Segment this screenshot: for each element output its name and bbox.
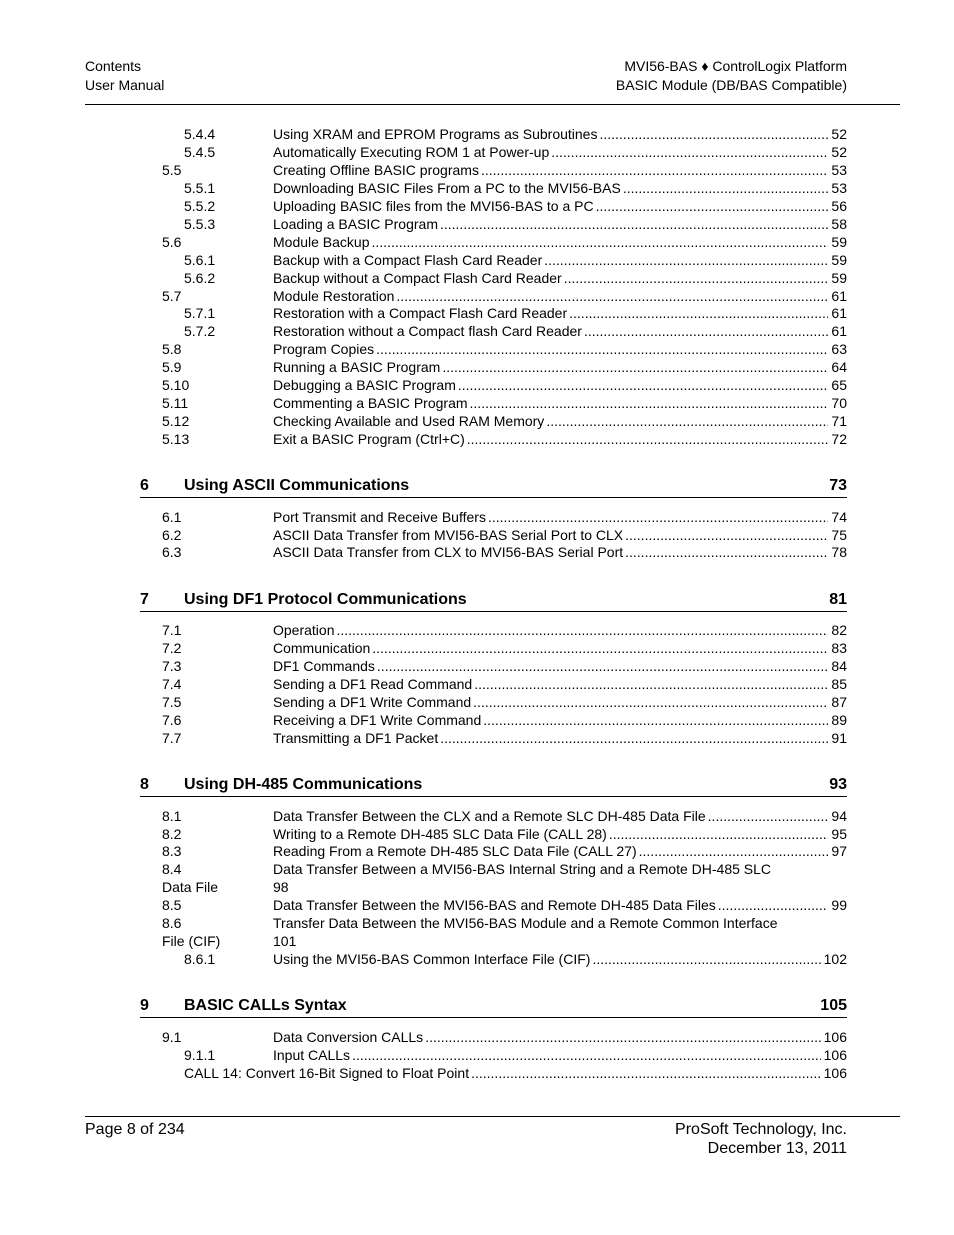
toc-entry-page: 70 (828, 394, 847, 412)
toc-entry-page: 84 (828, 657, 847, 675)
toc-entry[interactable] (162, 711, 847, 729)
toc-entry[interactable] (162, 860, 847, 896)
toc-entry-page: 99 (828, 896, 847, 914)
toc-entry-title: Sending a DF1 Write Command (273, 694, 472, 710)
toc-entry-page: 56 (828, 197, 847, 215)
toc-entry-number: 5.7.2 (184, 323, 216, 339)
toc-entry-number: 9.1.1 (184, 1047, 216, 1063)
toc-entry-number: 8.5 (162, 897, 182, 913)
toc-entry-page: 75 (828, 526, 847, 544)
toc-entry-page: 72 (828, 430, 847, 448)
toc-entry[interactable] (162, 340, 847, 358)
toc-entry-page: 61 (828, 322, 847, 340)
toc-entry-title: Creating Offline BASIC programs (273, 162, 479, 178)
toc-entry-number: 7.1 (162, 622, 182, 638)
chapter-number: 9 (140, 997, 149, 1014)
toc-entry-number: 5.6.2 (184, 270, 216, 286)
toc-entry-page: 63 (828, 340, 847, 358)
toc-entry-page: 53 (828, 161, 847, 179)
toc-entry-title: Restoration without a Compact flash Card Reader (273, 323, 582, 339)
toc-entry-number: 5.4.4 (184, 126, 216, 142)
chapter-title: Using ASCII Communications (184, 477, 410, 494)
toc-entry-page: 91 (828, 729, 847, 747)
header-product: MVI56-BAS ♦ ControlLogix Platform (624, 58, 847, 74)
toc-entry-title: Downloading BASIC Files From a PC to the MVI56-BAS (273, 180, 621, 196)
toc-entry-page: 64 (828, 358, 847, 376)
footer-page-number: Page 8 of 234 (85, 1121, 185, 1138)
toc-entry-page: 59 (828, 269, 847, 287)
toc-entry-number: 5.5.1 (184, 180, 216, 196)
toc-entry-number: 7.3 (162, 658, 182, 674)
toc-entry-number: 5.7 (162, 288, 182, 304)
chapter-title: BASIC CALLs Syntax (184, 997, 347, 1014)
chapter-title: Using DH-485 Communications (184, 776, 423, 793)
toc-entry[interactable] (162, 376, 847, 394)
toc-entry-title: Data Transfer Between a MVI56-BAS Internal String and a Remote DH-485 SLC (273, 861, 772, 877)
toc-entry-page: 53 (828, 179, 847, 197)
toc-entry-title: Receiving a DF1 Write Command (273, 712, 482, 728)
toc-entry[interactable] (162, 430, 847, 448)
toc-entry-title: Module Restoration (273, 288, 395, 304)
toc-entry-number: 5.5.3 (184, 216, 216, 232)
toc-entry-page: 65 (828, 376, 847, 394)
toc-entry-number: 7.4 (162, 676, 182, 692)
toc-entry-page: 95 (828, 825, 847, 843)
toc-entry[interactable] (162, 675, 847, 693)
toc-entry-page: 61 (828, 304, 847, 322)
toc-entry[interactable] (162, 896, 847, 914)
toc-entry-number: 5.5 (162, 162, 182, 178)
toc-entry[interactable] (184, 179, 847, 197)
toc-entry-page: 98 (273, 879, 289, 895)
toc-entry-page: 61 (828, 287, 847, 305)
toc-entry-page: 102 (821, 950, 847, 968)
toc-entry[interactable] (184, 322, 847, 340)
toc-entry[interactable] (162, 729, 847, 747)
chapter-number: 7 (140, 591, 149, 608)
toc-entry[interactable] (184, 1046, 847, 1064)
header-doc-type: User Manual (85, 77, 165, 93)
toc-entry-title: ASCII Data Transfer from MVI56-BAS Serial Port to CLX (273, 527, 624, 543)
toc-entry-number: 5.5.2 (184, 198, 216, 214)
toc-entry-number: 5.8 (162, 341, 182, 357)
toc-entry-number: 5.6.1 (184, 252, 216, 268)
toc-entry[interactable] (162, 508, 847, 526)
toc-entry[interactable] (162, 358, 847, 376)
toc-entry-title: Input CALLs (273, 1047, 351, 1063)
toc-entry[interactable] (184, 950, 847, 968)
toc-entry-title: Data Conversion CALLs (273, 1029, 424, 1045)
toc-entry-page: 71 (828, 412, 847, 430)
toc-entry-title: Exit a BASIC Program (Ctrl+C) (273, 431, 465, 447)
toc-entry-number: 7.7 (162, 730, 182, 746)
toc-entry[interactable] (162, 412, 847, 430)
toc-entry-title: Backup without a Compact Flash Card Reader (273, 270, 562, 286)
toc-entry[interactable] (162, 394, 847, 412)
toc-entry-page: 87 (828, 693, 847, 711)
toc-entry-page: 85 (828, 675, 847, 693)
toc-entry-page: 101 (273, 933, 297, 949)
toc-entry-number: 5.4.5 (184, 144, 216, 160)
chapter-heading[interactable] (140, 475, 847, 498)
chapter-page: 73 (829, 477, 847, 494)
toc-entry-title: CALL 14: Convert 16-Bit Signed to Float Point (184, 1065, 470, 1081)
toc-entry-number: 7.6 (162, 712, 182, 728)
chapter-page: 81 (829, 591, 847, 608)
toc-entry[interactable] (184, 251, 847, 269)
toc-entry-number: 8.2 (162, 826, 182, 842)
toc-entry-title: Backup with a Compact Flash Card Reader (273, 252, 543, 268)
toc-entry[interactable] (162, 639, 847, 657)
toc-entry[interactable] (162, 693, 847, 711)
toc-entry-page: 58 (828, 215, 847, 233)
toc-entry-number: 8.3 (162, 843, 182, 859)
toc-entry[interactable] (184, 197, 847, 215)
toc-entry[interactable] (184, 1064, 847, 1082)
toc-entry[interactable] (162, 825, 847, 843)
toc-entry-page: 78 (828, 543, 847, 561)
toc-entry-number: 7.5 (162, 694, 182, 710)
toc-entry[interactable] (162, 657, 847, 675)
chapter-heading[interactable] (140, 774, 847, 797)
toc-entry[interactable] (184, 304, 847, 322)
toc-entry-page: 106 (821, 1028, 847, 1046)
header-section: Contents (85, 58, 142, 74)
toc-entry[interactable] (162, 233, 847, 251)
footer-right (675, 1120, 847, 1158)
toc-entry-number-continued: File (CIF) (162, 933, 221, 949)
toc-entry[interactable] (162, 621, 847, 639)
toc-entry-number: 6.2 (162, 527, 182, 543)
toc-entry-title: Program Copies (273, 341, 375, 357)
toc-entry-number-continued: Data File (162, 879, 219, 895)
chapter-title: Using DF1 Protocol Communications (184, 591, 467, 608)
toc-entry-title: Using XRAM and EPROM Programs as Subroutines (273, 126, 598, 142)
toc-entry[interactable] (184, 125, 847, 143)
toc-entry-title: Reading From a Remote DH-485 SLC Data File (CALL 27) (273, 843, 637, 859)
toc-entry-title: Using the MVI56-BAS Common Interface File (CIF) (273, 951, 591, 967)
toc-entry-page: 82 (828, 621, 847, 639)
toc-entry-title: Transfer Data Between the MVI56-BAS Module and a Remote Common Interface (273, 915, 778, 931)
toc-entry-number: 5.6 (162, 234, 182, 250)
toc-entry-page: 59 (828, 233, 847, 251)
toc-entry-page: 106 (821, 1046, 847, 1064)
toc-entry-number: 8.6.1 (184, 951, 216, 967)
toc-entry-page: 59 (828, 251, 847, 269)
toc-entry-number: 5.13 (162, 431, 190, 447)
toc-entry-page: 94 (828, 807, 847, 825)
toc-entry-number: 8.4 (162, 861, 182, 877)
toc-entry-title: Restoration with a Compact Flash Card Reader (273, 305, 568, 321)
toc-entry[interactable] (162, 914, 847, 950)
toc-entry-title: Commenting a BASIC Program (273, 395, 468, 411)
chapter-page: 93 (829, 776, 847, 793)
toc-entry-page: 52 (828, 143, 847, 161)
toc-entry-title: Loading a BASIC Program (273, 216, 438, 232)
toc-entry-title: Debugging a BASIC Program (273, 377, 456, 393)
toc-entry-title: ASCII Data Transfer from CLX to MVI56-BAS Serial Port (273, 544, 624, 560)
toc-entry-number: 5.7.1 (184, 305, 216, 321)
toc-entry-number: 5.11 (162, 395, 189, 411)
toc-entry-title: Transmitting a DF1 Packet (273, 730, 439, 746)
toc-entry-title: Port Transmit and Receive Buffers (273, 509, 486, 525)
toc-entry[interactable] (162, 842, 847, 860)
toc-entry-number: 6.1 (162, 509, 182, 525)
toc-entry-title: Running a BASIC Program (273, 359, 441, 375)
toc-entry-page: 83 (828, 639, 847, 657)
toc-entry[interactable] (162, 526, 847, 544)
footer-company: ProSoft Technology, Inc. (675, 1121, 847, 1138)
toc-entry[interactable] (162, 543, 847, 561)
toc-entry-number: 5.10 (162, 377, 190, 393)
toc-entry-title: Module Backup (273, 234, 370, 250)
header-product-subtitle: BASIC Module (DB/BAS Compatible) (615, 77, 847, 93)
toc-entry-number: 6.3 (162, 544, 182, 560)
chapter-heading[interactable] (140, 995, 847, 1018)
toc-entry-number: 7.2 (162, 640, 182, 656)
toc-entry[interactable] (162, 807, 847, 825)
toc-entry[interactable] (184, 143, 847, 161)
toc-entry[interactable] (162, 161, 847, 179)
toc-entry-title: Sending a DF1 Read Command (273, 676, 473, 692)
chapter-heading[interactable] (140, 589, 847, 612)
toc-entry-page: 74 (828, 508, 847, 526)
toc-entry-number: 8.1 (162, 808, 182, 824)
toc-entry-title: Checking Available and Used RAM Memory (273, 413, 545, 429)
toc-entry-title: Automatically Executing ROM 1 at Power-up (273, 144, 550, 160)
toc-entry[interactable] (184, 269, 847, 287)
toc-entry-number: 5.12 (162, 413, 190, 429)
toc-entry-page: 52 (828, 125, 847, 143)
chapter-number: 8 (140, 776, 149, 793)
toc-entry-title: Operation (273, 622, 335, 638)
toc-entry-title: Data Transfer Between the MVI56-BAS and Remote DH-485 Data Files (273, 897, 716, 913)
toc-entry-title: Communication (273, 640, 371, 656)
toc-entry-page: 89 (828, 711, 847, 729)
toc-entry-page: 106 (821, 1064, 847, 1082)
toc-entry-number: 9.1 (162, 1029, 182, 1045)
toc-entry-title: Uploading BASIC files from the MVI56-BAS to a PC (273, 198, 594, 214)
chapter-number: 6 (140, 477, 149, 494)
footer-rule (85, 1116, 900, 1117)
chapter-page: 105 (820, 997, 847, 1014)
toc-entry[interactable] (162, 287, 847, 305)
toc-entry-title: Data Transfer Between the CLX and a Remote SLC DH-485 Data File (273, 808, 706, 824)
toc-entry-number: 5.9 (162, 359, 182, 375)
toc-entry-page: 97 (828, 842, 847, 860)
toc-entry[interactable] (184, 215, 847, 233)
toc-entry[interactable] (162, 1028, 847, 1046)
toc-entry-title: DF1 Commands (273, 658, 375, 674)
footer-date: December 13, 2011 (707, 1140, 847, 1157)
toc-entry-number: 8.6 (162, 915, 182, 931)
toc-entry-title: Writing to a Remote DH-485 SLC Data File (CALL 28) (273, 826, 607, 842)
